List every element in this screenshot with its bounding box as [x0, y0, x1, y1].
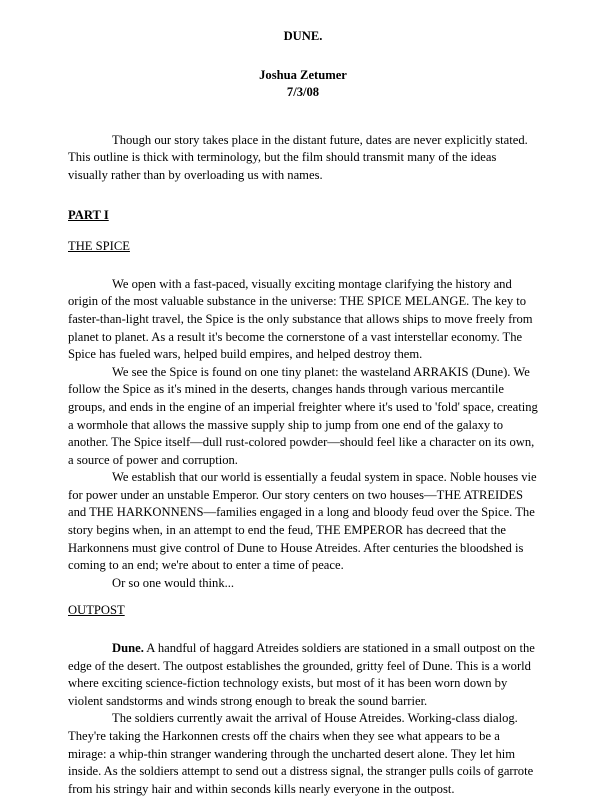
spice-paragraph-1: We open with a fast-paced, visually exciting montage clarifying the history and origin of the most valuable substance in the universe: THE SPICE MELANGE. The key to faster-than-light travel, the Spice is the only substance that allows ships to move freely from planet to planet. As a result it's become the cornerstone of a vast interstellar economy. The Spice has fueled wars, helped build empires, and helped destroy them. — [68, 276, 533, 362]
outpost-paragraph-2: The soldiers currently await the arrival of House Atreides. Working-class dialog. They're taking the Harkonnen crests off the chairs when they see what appears to be a mirage: a whip-thin stranger wandering through the uncharted desert alone. They let him inside. As the soldiers attempt to send out a distress signal, the stranger pulls coils of garrote from his stringy hair and within seconds kills nearly everyone in the outpost. — [68, 711, 534, 796]
outpost-paragraph-1-text: A handful of haggard Atreides soldiers are stationed in a small outpost on the edge of the desert. The outpost establishes the grounded, gritty feel of Dune. This is a world where exciting science-fiction technology exists, but most of it has been worn down by violent sandstorms and winds strong enough to break the sound barrier. — [68, 641, 535, 708]
document-title: DUNE. — [283, 29, 323, 43]
document-author: Joshua Zetumer — [259, 67, 347, 82]
spice-paragraph-2: We see the Spice is found on one tiny planet: the wasteland ARRAKIS (Dune). We follow the Spice as it's mined in the deserts, changes hands through various mercantile groups, and ends in the engine of an imperial freighter where it's used to 'fold' space, creating a wormhole that allows the massive supply ship to jump from one end of the galaxy to another. The Spice itself—dull rust-colored powder—should feel like a character on its own, a source of power and corruption. — [68, 364, 538, 467]
document-date: 7/3/08 — [286, 85, 320, 100]
spice-paragraph-3: We establish that our world is essentially a feudal system in space. Noble houses vie for power under an unstable Emperor. Our story centers on two houses—THE ATREIDES and THE HARKONNENS—families engaged in a long and bloody feud over the Spice. The story begins when, in an attempt to end the feud, THE EMPEROR has decreed that the Harkonnens must give control of Dune to House Atreides. After centuries the bloodshed is coming to an end; we're about to enter a time of peace. — [68, 470, 537, 573]
intro-paragraph: Though our story takes place in the distant future, dates are never explicitly stated. This outline is thick with terminology, but the film should transmit many of the ideas visually rather than by overloading us with names. — [68, 132, 528, 182]
outpost-lead: Dune. — [112, 641, 144, 656]
part-heading: PART I — [68, 207, 109, 222]
section-heading-outpost: OUTPOST — [68, 603, 125, 618]
outpost-paragraph-1 — [68, 640, 538, 710]
spice-paragraph-4: Or so one would think... — [112, 575, 235, 590]
document-page — [68, 28, 538, 798]
section-heading-spice: THE SPICE — [68, 239, 130, 254]
